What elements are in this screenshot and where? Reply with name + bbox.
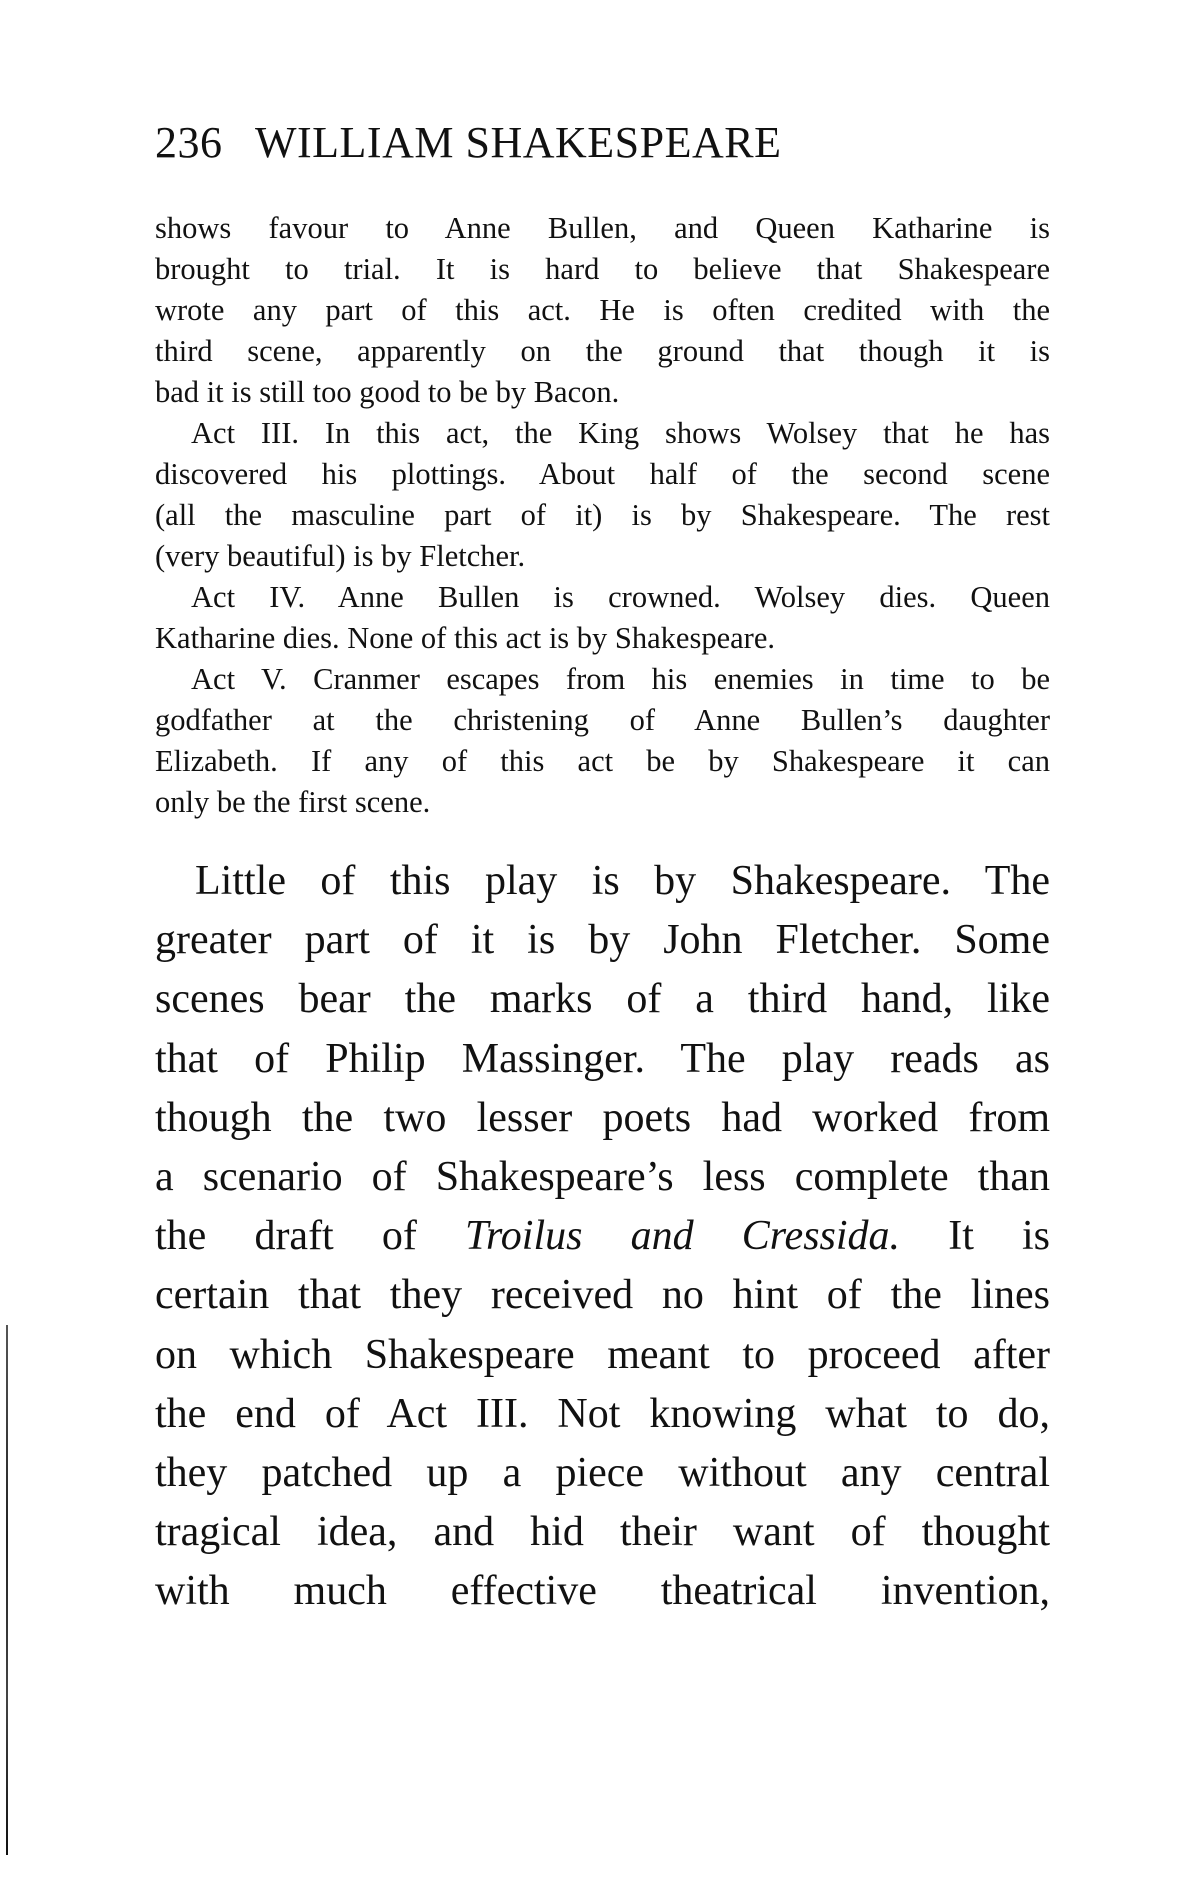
summary-line: godfather at the christening of Anne Bullen’s daughter	[155, 703, 1050, 737]
body-line-part: It is	[948, 1213, 1051, 1260]
body-line: on which Shakespeare meant to proceed after	[155, 1331, 1050, 1378]
summary-line: wrote any part of this act. He is often credited with the	[155, 293, 1050, 327]
summary-line: Act V. Cranmer escapes from his enemies in time to be	[191, 662, 1050, 696]
summary-line: Katharine dies. None of this act is by Shakespeare.	[155, 621, 775, 655]
play-title: Troilus and Cressida.	[464, 1213, 901, 1260]
body-line: a scenario of Shakespeare’s less complete than	[155, 1154, 1050, 1201]
body-line: that of Philip Massinger. The play reads as	[155, 1035, 1050, 1082]
body-line: greater part of it is by John Fletcher. Some	[155, 917, 1050, 964]
summary-line: Act III. In this act, the King shows Wolsey that he has	[191, 416, 1050, 450]
summary-line: Elizabeth. If any of this act be by Shakespeare it can	[155, 744, 1050, 778]
body-paragraph	[155, 852, 1050, 1622]
page-number: 236	[155, 118, 223, 167]
body-line: Little of this play is by Shakespeare. The	[195, 858, 1050, 904]
summary-line: (very beautiful) is by Fletcher.	[155, 539, 526, 573]
summary-line: Act IV. Anne Bullen is crowned. Wolsey dies. Queen	[191, 580, 1050, 614]
running-head	[155, 118, 1055, 168]
summary-line: third scene, apparently on the ground that though it is	[155, 334, 1050, 368]
body-line: with much effective theatrical invention,	[155, 1568, 1050, 1615]
summary-paragraph	[155, 208, 1050, 413]
summary-line: shows favour to Anne Bullen, and Queen Katharine is	[155, 211, 1050, 245]
body-line: scenes bear the marks of a third hand, like	[155, 976, 1050, 1023]
body-line-part: the draft of	[155, 1213, 417, 1260]
body-line-with-title	[155, 1207, 1050, 1266]
summary-line: discovered his plottings. About half of the second scene	[155, 457, 1050, 491]
summary-paragraph-act-iii	[155, 413, 1050, 577]
body-line: though the two lesser poets had worked from	[155, 1094, 1050, 1141]
summary-line: (all the masculine part of it) is by Shakespeare. The rest	[155, 498, 1050, 532]
summary-paragraph-act-iv	[155, 577, 1050, 659]
summary-line: brought to trial. It is hard to believe that Shakespeare	[155, 252, 1050, 286]
summary-line: only be the first scene.	[155, 785, 431, 819]
body-line: certain that they received no hint of the lines	[155, 1272, 1050, 1319]
scan-edge-line	[6, 1325, 8, 1855]
body-line: they patched up a piece without any central	[155, 1450, 1050, 1497]
body-line: tragical idea, and hid their want of thought	[155, 1509, 1050, 1556]
running-title: WILLIAM SHAKESPEARE	[255, 118, 782, 167]
body-line: the end of Act III. Not knowing what to do,	[155, 1390, 1050, 1437]
act-summary	[155, 208, 1050, 823]
summary-paragraph-act-v	[155, 659, 1050, 823]
summary-line: bad it is still too good to be by Bacon.	[155, 375, 620, 409]
